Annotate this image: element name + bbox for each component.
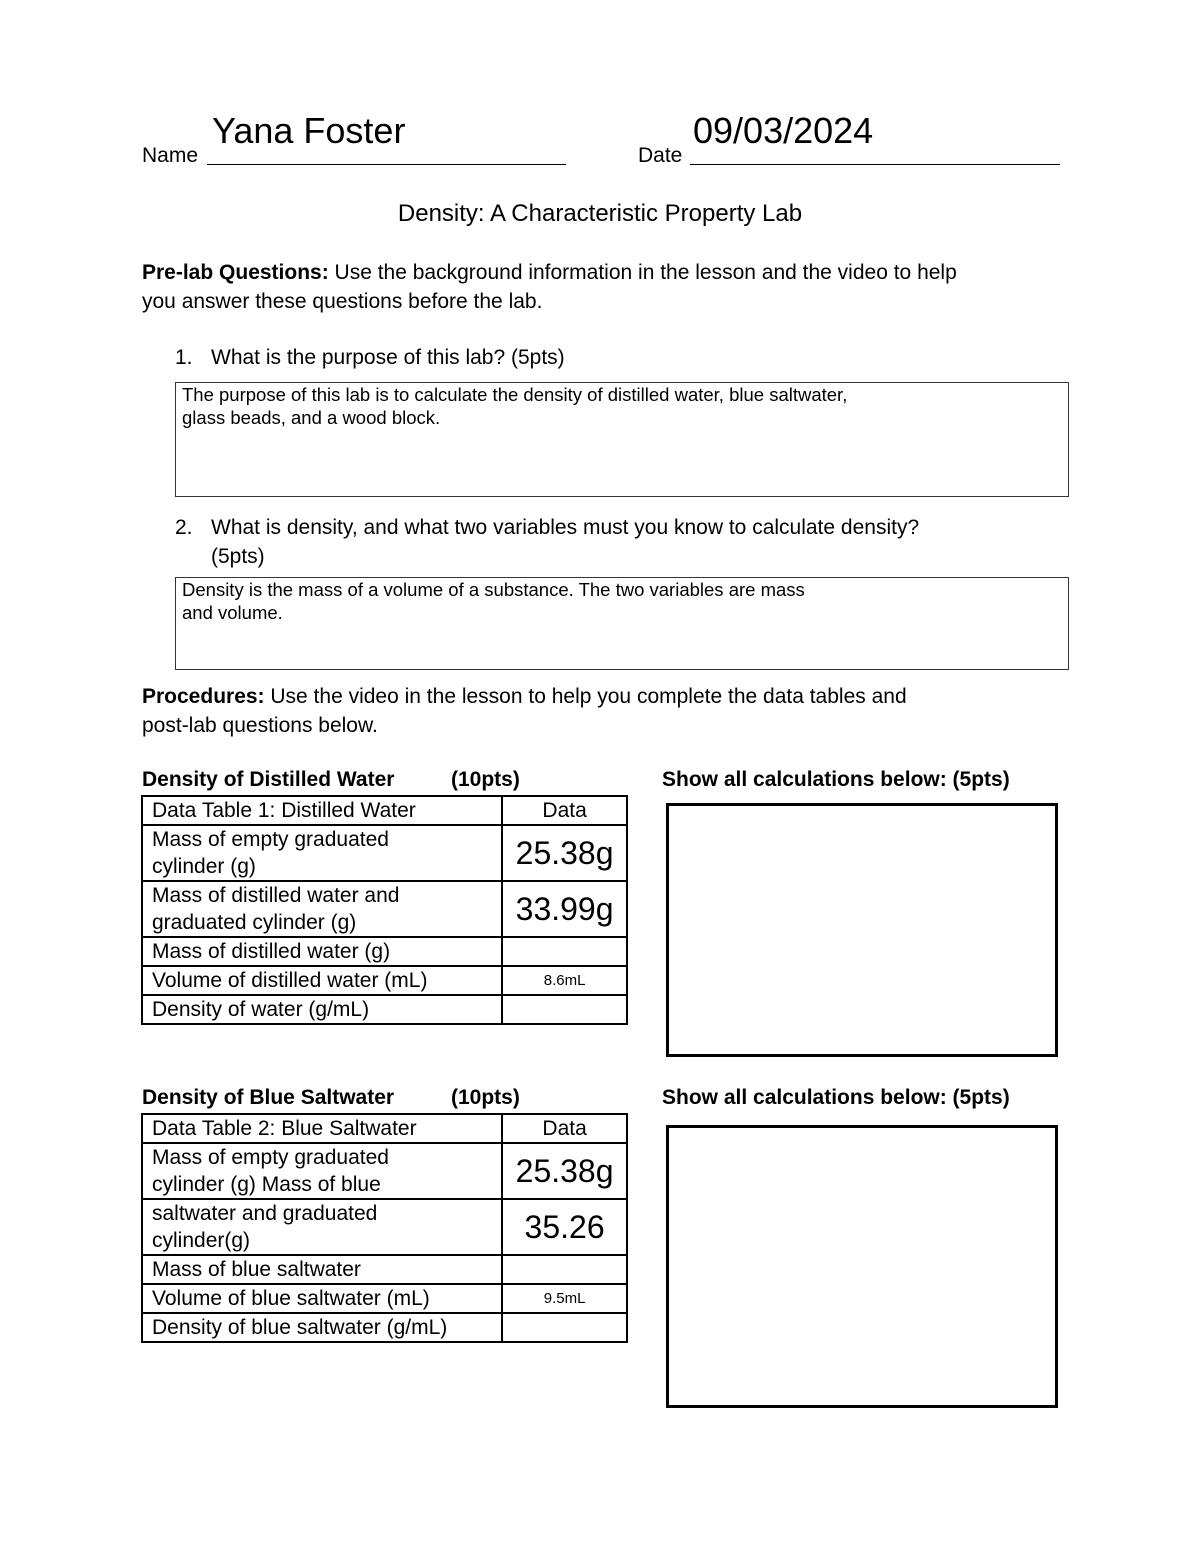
procedures-line1: Use the video in the lesson to help you complete the data tables and	[264, 685, 907, 708]
table1-row2-value[interactable]: 33.99g	[502, 881, 627, 937]
table-row	[142, 937, 627, 966]
table-row	[142, 1114, 627, 1143]
table2-row1-value[interactable]: 25.38g	[502, 1143, 627, 1199]
answer-1-line1: The purpose of this lab is to calculate the density of distilled water, blue saltwater,	[182, 384, 848, 405]
table1-row2-label: Mass of distilled water and graduated cylinder (g)	[142, 881, 502, 937]
answer-2-box[interactable]	[175, 577, 1069, 670]
table2-header-label: Data Table 2: Blue Saltwater	[142, 1114, 502, 1143]
table1-row4-label: Volume of distilled water (mL)	[142, 966, 502, 995]
table1-row1-label: Mass of empty graduated cylinder (g)	[142, 825, 502, 881]
answer-1-box[interactable]	[175, 382, 1069, 497]
section2-heading: Density of Blue Saltwater	[142, 1086, 395, 1109]
name-value[interactable]: Yana Foster	[212, 110, 406, 151]
table-row	[142, 796, 627, 825]
table2-row4-label: Volume of blue saltwater (mL)	[142, 1284, 502, 1313]
question-2-text-line1: What is density, and what two variables must you know to calculate density?	[211, 516, 920, 539]
table-row	[142, 1313, 627, 1342]
question-1-text: What is the purpose of this lab? (5pts)	[211, 346, 565, 369]
table2-row2-value[interactable]: 35.26	[502, 1199, 627, 1255]
procedures-line2: post-lab questions below.	[142, 714, 378, 737]
question-2-text-line2: (5pts)	[211, 545, 265, 568]
date-line	[690, 164, 1060, 165]
prelab-heading: Pre-lab Questions:	[142, 261, 329, 284]
section1-points: (10pts)	[451, 768, 520, 791]
date-value[interactable]: 09/03/2024	[693, 110, 874, 151]
table2-row5-label: Density of blue saltwater (g/mL)	[142, 1313, 502, 1342]
question-2-text	[211, 513, 1071, 571]
table-row	[142, 1143, 627, 1199]
table2-row3-label: Mass of blue saltwater	[142, 1255, 502, 1284]
table2-row2-label: saltwater and graduated cylinder(g)	[142, 1199, 502, 1255]
table1-row5-label: Density of water (g/mL)	[142, 995, 502, 1024]
table-row	[142, 881, 627, 937]
name-line	[207, 164, 566, 165]
date-label: Date	[638, 144, 683, 167]
answer-2-line1: Density is the mass of a volume of a substance. The two variables are mass	[182, 579, 805, 600]
table-row	[142, 825, 627, 881]
data-table-1	[141, 795, 628, 1025]
calculation-box-2[interactable]	[666, 1125, 1058, 1408]
table-row	[142, 995, 627, 1024]
answer-1-line2: glass beads, and a wood block.	[182, 407, 441, 428]
table1-header-label: Data Table 1: Distilled Water	[142, 796, 502, 825]
prelab-intro-line2: you answer these questions before the lab.	[142, 290, 543, 313]
table2-row1-label: Mass of empty graduated cylinder (g) Mass of blue	[142, 1143, 502, 1199]
table1-row1-value[interactable]: 25.38g	[502, 825, 627, 881]
answer-2-line2: and volume.	[182, 602, 283, 623]
table1-row5-value[interactable]	[502, 995, 627, 1024]
question-1-number: 1.	[175, 346, 193, 369]
question-2-number: 2.	[175, 516, 193, 539]
page-title: Density: A Characteristic Property Lab	[397, 200, 803, 227]
section1-heading: Density of Distilled Water	[142, 768, 395, 791]
calculation-box-1[interactable]	[666, 803, 1058, 1057]
table-row	[142, 1284, 627, 1313]
section2-calc-heading: Show all calculations below: (5pts)	[662, 1086, 1010, 1109]
name-label: Name	[142, 144, 199, 167]
table1-row4-value[interactable]: 8.6mL	[502, 966, 627, 995]
table1-row3-value[interactable]	[502, 937, 627, 966]
table2-row4-value[interactable]: 9.5mL	[502, 1284, 627, 1313]
table-row	[142, 1255, 627, 1284]
prelab-intro	[142, 258, 1082, 316]
table2-row3-value[interactable]	[502, 1255, 627, 1284]
section2-points: (10pts)	[451, 1086, 520, 1109]
prelab-intro-line1: Use the background information in the lesson and the video to help	[328, 261, 957, 284]
data-table-2	[141, 1113, 628, 1343]
table2-header-data: Data	[502, 1114, 627, 1143]
procedures	[142, 682, 1082, 740]
procedures-heading: Procedures:	[142, 685, 265, 708]
table2-row5-value[interactable]	[502, 1313, 627, 1342]
table-row	[142, 1199, 627, 1255]
table1-row3-label: Mass of distilled water (g)	[142, 937, 502, 966]
section1-calc-heading: Show all calculations below: (5pts)	[662, 768, 1010, 791]
table1-header-data: Data	[502, 796, 627, 825]
table-row	[142, 966, 627, 995]
